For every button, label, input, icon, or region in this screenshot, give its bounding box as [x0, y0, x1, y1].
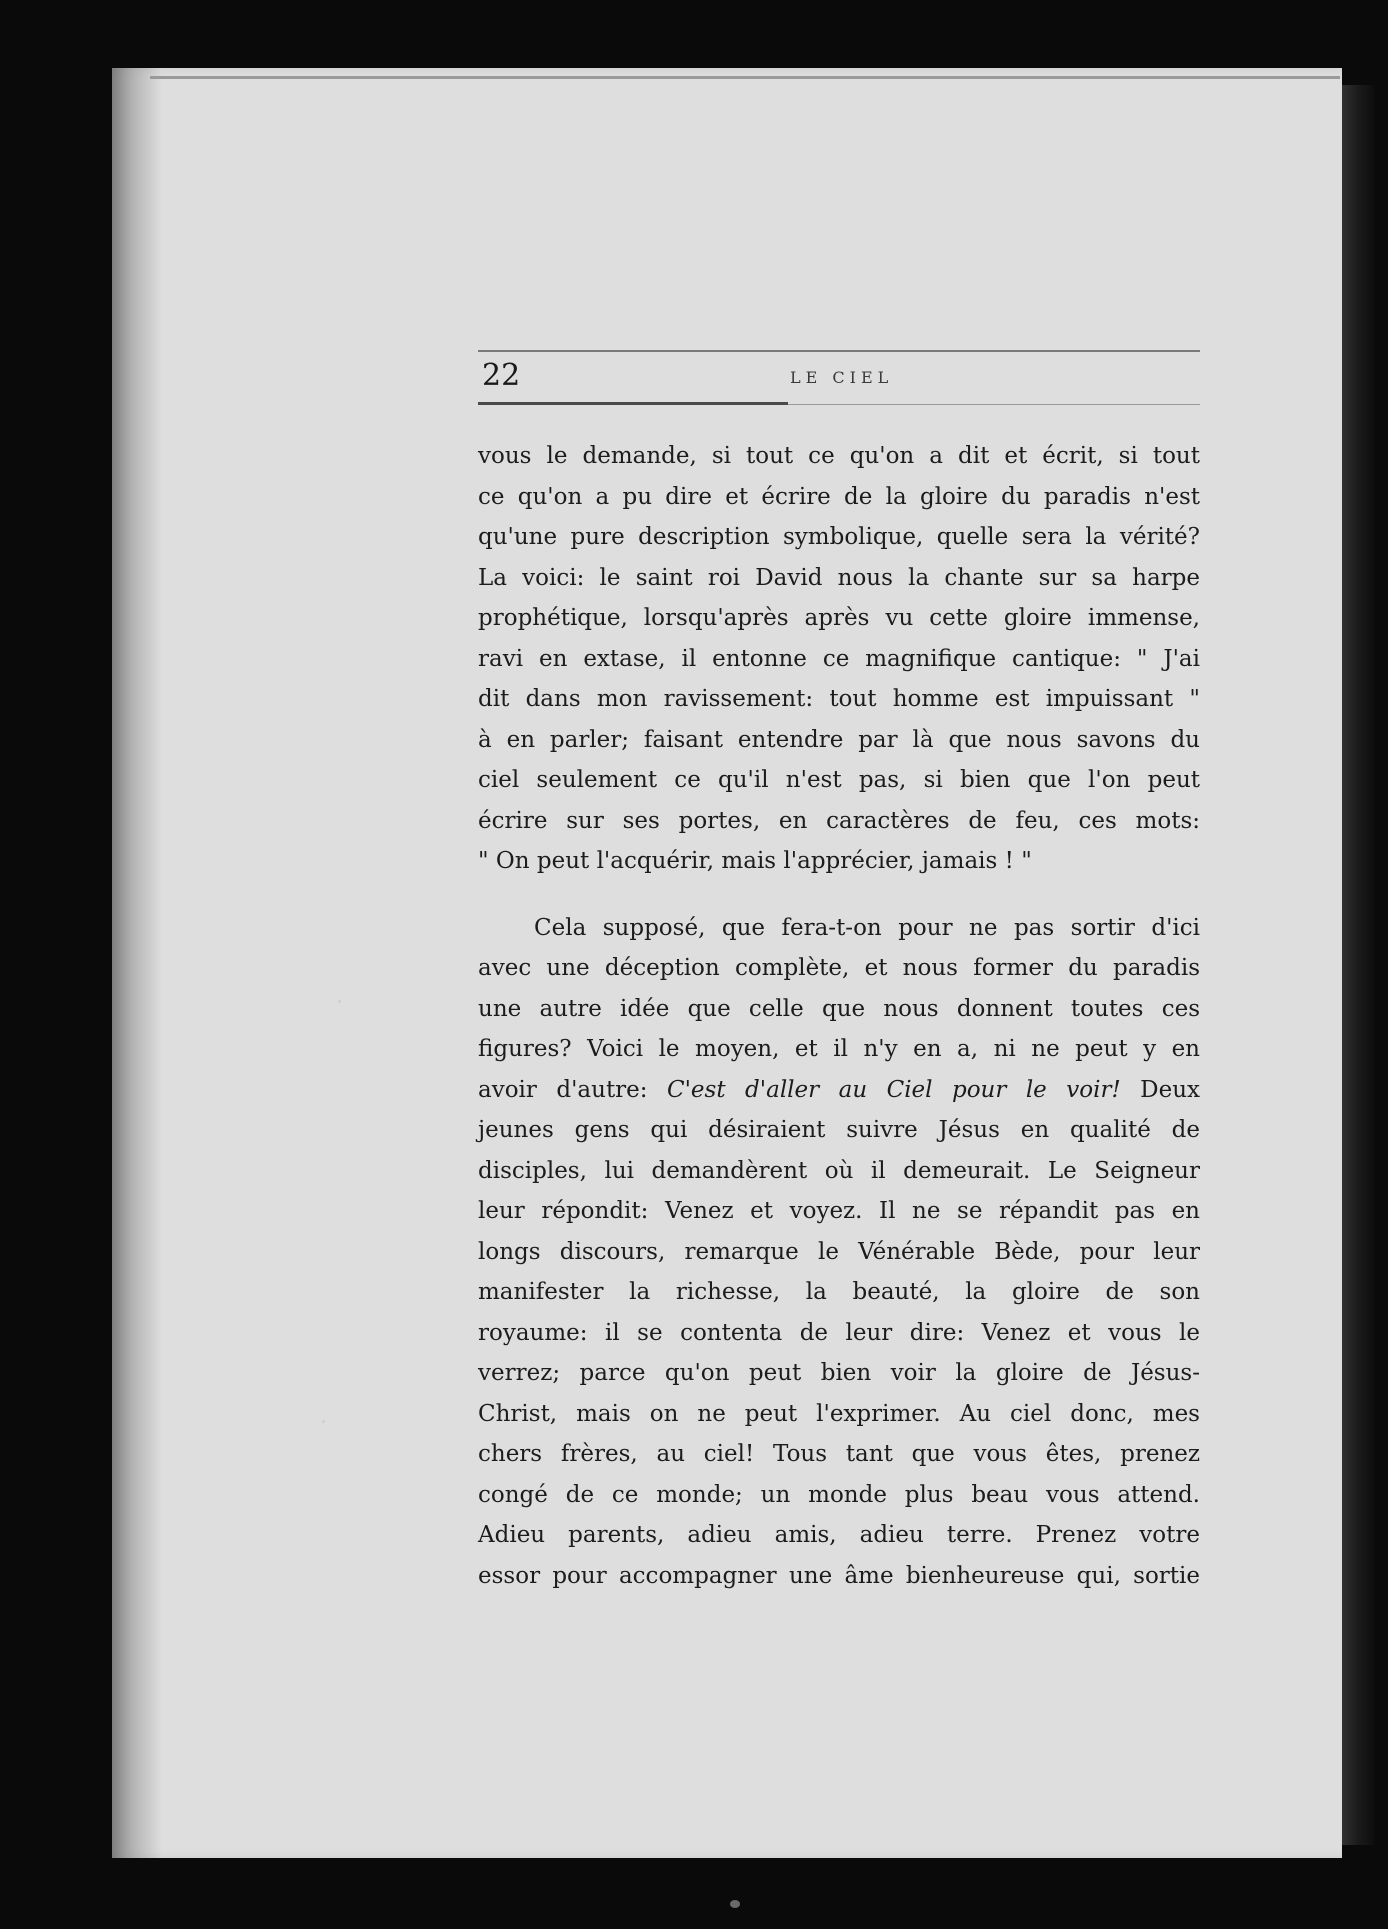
text-segment: Deux: [1120, 1076, 1201, 1103]
gutter-shadow: [112, 68, 162, 1858]
text-line: jeunes gens qui désiraient suivre Jésus en qualité de: [478, 1117, 1200, 1143]
text-line: Christ, mais on ne peut l'exprimer. Au ciel donc, mes: [478, 1400, 1200, 1427]
text-line: congé de ce monde; un monde plus beau vous attend.: [478, 1481, 1200, 1508]
header-rule-bottom-thin: [788, 404, 1200, 405]
page-header: [478, 350, 1200, 410]
running-title: LE CIEL: [790, 368, 894, 387]
body-text: [478, 436, 1200, 1596]
paper-speck: [338, 1000, 341, 1003]
text-line: écrire sur ses portes, en caractères de feu, ces mots:: [478, 807, 1200, 834]
text-line: ciel seulement ce qu'il n'est pas, si bien que l'on peut: [478, 767, 1200, 793]
text-line: prophétique, lorsqu'après après vu cette gloire immense,: [478, 605, 1200, 631]
scan-speck: [730, 1900, 740, 1908]
text-line: avec une déception complète, et nous former du paradis: [478, 955, 1200, 981]
text-line: chers frères, au ciel! Tous tant que vous êtes, prenez: [478, 1441, 1200, 1467]
text-line: ce qu'on a pu dire et écrire de la gloire du paradis n'est: [478, 483, 1200, 510]
page-top-edge: [150, 76, 1340, 79]
italic-phrase: C'est d'aller au Ciel pour le voir!: [667, 1076, 1121, 1103]
text-line: qu'une pure description symbolique, quelle sera la vérité?: [478, 524, 1200, 550]
text-line: figures? Voici le moyen, et il n'y en a, ni ne peut y en: [478, 1036, 1200, 1062]
text-line: manifester la richesse, la beauté, la gloire de son: [478, 1279, 1200, 1305]
text-line: dit dans mon ravissement: tout homme est impuissant ": [478, 686, 1200, 712]
text-line: vous le demande, si tout ce qu'on a dit et écrit, si tout: [478, 443, 1200, 469]
page-number: 22: [482, 358, 521, 393]
text-line: Adieu parents, adieu amis, adieu terre. Prenez votre: [478, 1522, 1200, 1548]
text-line: essor pour accompagner une âme bienheureuse qui, sortie: [478, 1562, 1200, 1589]
text-line: une autre idée que celle que nous donnent toutes ces: [478, 995, 1200, 1022]
paragraph-gap: [478, 882, 1200, 908]
text-line: Cela supposé, que fera-t-on pour ne pas sortir d'ici: [534, 914, 1200, 941]
text-line: à en parler; faisant entendre par là que nous savons du: [478, 726, 1200, 753]
text-line: disciples, lui demandèrent où il demeurait. Le Seigneur: [478, 1157, 1200, 1184]
text-line: longs discours, remarque le Vénérable Bède, pour leur: [478, 1238, 1200, 1265]
text-segment: avoir d'autre:: [478, 1076, 668, 1103]
header-rule-bottom: [478, 402, 788, 405]
text-line: " On peut l'acquérir, mais l'apprécier, jamais ! ": [478, 848, 1032, 874]
text-line: ravi en extase, il entonne ce magnifique cantique: " J'ai: [478, 645, 1200, 672]
text-line-with-italic: [478, 1070, 1200, 1111]
text-line: La voici: le saint roi David nous la chante sur sa harpe: [478, 564, 1200, 591]
text-line: royaume: il se contenta de leur dire: Venez et vous le: [478, 1319, 1200, 1346]
paper-speck: [322, 1420, 325, 1423]
paragraph-2: [478, 908, 1200, 1597]
text-line: leur répondit: Venez et voyez. Il ne se répandit pas en: [478, 1198, 1200, 1224]
header-rule-top: [478, 350, 1200, 352]
paragraph-1: [478, 436, 1200, 882]
text-line: verrez; parce qu'on peut bien voir la gloire de Jésus-: [478, 1360, 1200, 1386]
